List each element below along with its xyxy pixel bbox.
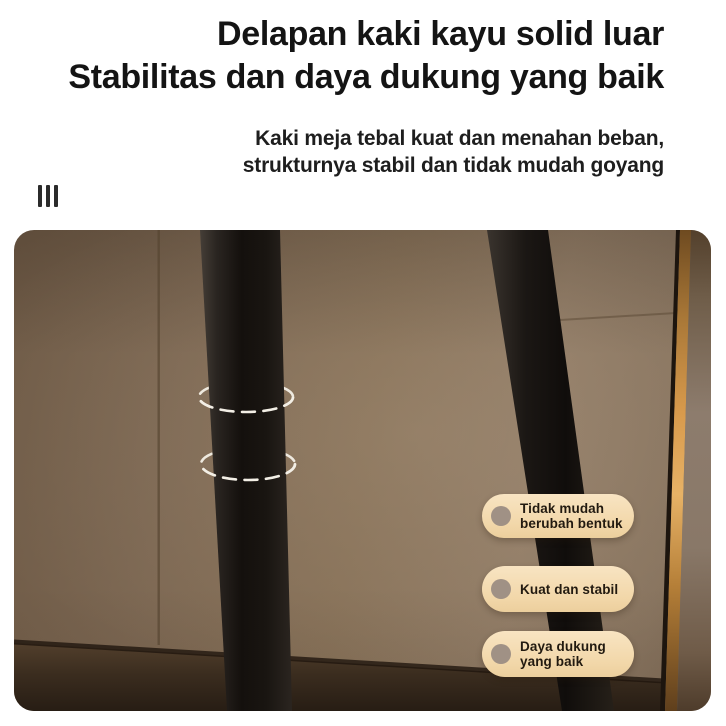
tally-marks-icon — [38, 185, 58, 207]
feature-badge-tidak-mudah-berubah-bentuk — [482, 494, 634, 538]
title-line-2: Stabilitas dan daya dukung yang baik — [68, 58, 664, 96]
wall-panel-seam — [560, 313, 676, 320]
wall-seam-line — [158, 230, 160, 645]
tally-bar — [46, 185, 50, 207]
badge-label-line-1: Tidak mudah — [520, 501, 605, 516]
badge-label-line-1: Kuat dan stabil — [520, 581, 619, 597]
page-title — [0, 13, 664, 99]
subtitle — [0, 125, 664, 179]
title-line-1: Delapan kaki kayu solid luar — [216, 15, 664, 53]
badge-label — [520, 501, 623, 531]
bullet-dot-icon — [491, 579, 511, 599]
subtitle-line-1: Kaki meja tebal kuat dan menahan beban, — [255, 127, 664, 150]
bullet-dot-icon — [491, 644, 511, 664]
badge-label — [520, 639, 606, 669]
feature-badge-kuat-dan-stabil — [482, 566, 634, 612]
badge-label-line-1: Daya dukung — [520, 639, 606, 654]
badge-label-line-2: yang baik — [520, 654, 584, 669]
badge-label-line-2: berubah bentuk — [520, 516, 623, 531]
tally-bar — [38, 185, 42, 207]
header — [0, 0, 726, 179]
tally-bar — [54, 185, 58, 207]
subtitle-line-2: strukturnya stabil dan tidak mudah goyang — [242, 154, 664, 177]
bullet-dot-icon — [491, 506, 511, 526]
product-photo — [14, 230, 711, 711]
table-leg-left — [200, 230, 292, 711]
badge-label — [520, 582, 618, 597]
feature-badge-daya-dukung-yang-baik — [482, 631, 634, 677]
